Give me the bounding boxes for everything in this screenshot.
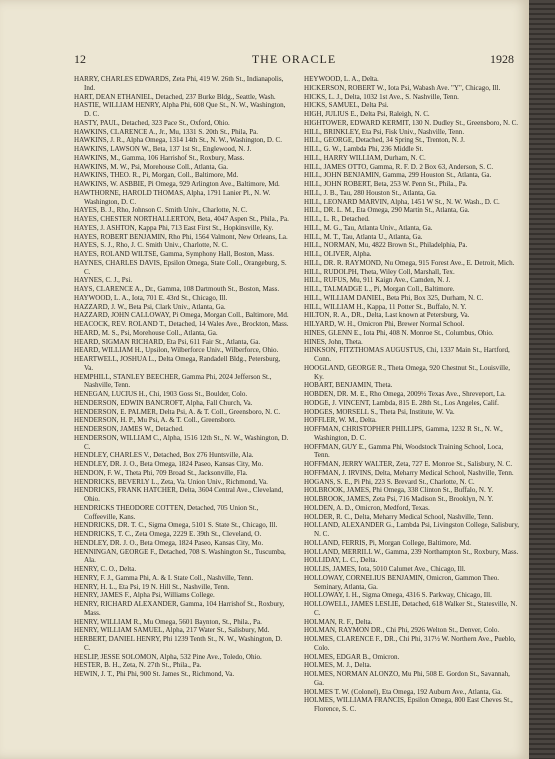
page-header — [74, 52, 514, 66]
directory-entry: HAZZARD, J. W., Beta Psi, Clark Univ., Atlanta, Ga. — [74, 302, 226, 311]
directory-entry: HILL, M. T., Tau, Atlanta U., Atlanta, Ga. — [304, 232, 423, 241]
directory-entry: HENNINGAN, GEORGE F., Detached, 708 S. Washington St., Tuscumba, Ala. — [74, 547, 286, 565]
directory-entry: HOGANS, S. E., Pi Phi, 223 S. Brevard St., Charlotte, N. C. — [304, 477, 475, 486]
directory-entry: HAZZARD, JOHN CALLOWAY, Pi Omega, Morgan Coll., Baltimore, Md. — [74, 311, 289, 320]
directory-entry: HAYNES, C. J., Psi. — [74, 276, 133, 285]
directory-entry: HAYWOOD, L. A., Iota, 701 E. 43rd St., Chicago, Ill. — [74, 293, 228, 302]
directory-entry: HINES, GLENN E., Iota Phi, 408 N. Monroe St., Columbus, Ohio. — [304, 328, 494, 337]
directory-entry: HILL, HARRY WILLIAM, Durham, N. C. — [304, 153, 426, 162]
directory-entry: HENDLEY, DR. J. O., Beta Omega, 1824 Paseo, Kansas City, Mo. — [74, 460, 264, 468]
directory-entry: HARRY, CHARLES EDWARDS, Zeta Phi, 419 W. 26th St., Indianapolis, Ind. — [74, 75, 284, 92]
left-column — [74, 75, 290, 679]
directory-entry: HOOGLAND, GEORGE R., Theta Omega, 920 Chestnut St., Louisville, Ky. — [304, 363, 510, 381]
directory-entry: HOFFMAN, JERRY WALTER, Zeta, 727 E. Monroe St., Salisbury, N. C. — [304, 460, 513, 468]
directory-entry: HESTER, B. H., Zeta, N. 27th St., Phila., Pa. — [74, 661, 202, 670]
directory-entry: HOLDER, R. C., Delta, Meharry Medical School, Nashville, Tenn. — [304, 512, 494, 521]
directory-entry: HICKS, L. J., Delta, 1032 1st Ave., S. Nashville, Tenn. — [304, 92, 459, 101]
directory-entry: HILL, GEORGE, Detached, 34 Spring St., Trenton, N. J. — [304, 136, 465, 145]
directory-entry: HAYES, J. ASHTON, Kappa Phi, 713 East First St., Hopkinsville, Ky. — [74, 223, 274, 232]
directory-entry: HENDERSON, H. P., Mu Psi, A. & T. Coll., Greensboro. — [74, 416, 236, 425]
directory-entry: HOLMES, NORMAN ALONZO, Mu Phi, 508 E. Gordon St., Savannah, Ga. — [304, 670, 510, 687]
directory-entry: HIGH, JULIUS E., Delta Psi, Raleigh, N. C. — [304, 110, 430, 118]
directory-entry: HILL, WILLIAM H., Kappa, 11 Potter St., Buffalo, N. Y. — [304, 302, 467, 311]
directory-entry: HILL, RUFUS, Mu, 911 Kaign Ave., Camden, N. J. — [304, 276, 451, 285]
directory-entry: HENRY, WILLIAM R., Mu Omega, 5601 Baynton, St., Phila., Pa. — [74, 617, 262, 626]
directory-entry: HAWTHORNE, HAROLD THOMAS, Alpha, 1791 Lanier Pl., N. W. Washington, D. C. — [74, 188, 271, 206]
directory-entry: HILYARD, W. H., Omicron Phi, Brewer Normal School. — [304, 320, 465, 328]
directory-entry: HILL, DR. L. M., Eta Omega, 290 Martin St., Atlanta, Ga. — [304, 206, 470, 215]
directory-entry: HENRY, F. J., Gamma Phi, A. & I. State Coll., Nashville, Tenn. — [74, 573, 254, 582]
page-title: THE ORACLE — [251, 52, 337, 66]
directory-entry: HOFFLER, W. M., Delta. — [304, 416, 377, 425]
directory-entry: HART, DEAN ETHANIEL, Detached, 237 Burke Bldg., Seattle, Wash. — [74, 92, 276, 101]
directory-entry: HILL, RUDOLPH, Theta, Wiley Coll, Marshall, Tex. — [304, 267, 455, 276]
directory-entry: HEARTWELL, JOSHUA L., Delta Omega, Randadell Bldg., Petersburg, Va. — [74, 355, 281, 372]
directory-entry: HOLBROOK, JAMES, Phi Omega, 338 Clinton St., Buffalo, N. Y. — [304, 486, 494, 495]
directory-entry: HOLLAND, FERRIS, Pi, Morgan College, Baltimore, Md. — [304, 538, 472, 547]
directory-entry: HILL, JOHN ROBERT, Beta, 253 W. Penn St., Phila., Pa. — [304, 180, 468, 188]
directory-entry: HOLLIS, JAMES, Iota, 5010 Calumet Ave., Chicago, Ill. — [304, 565, 466, 573]
directory-entry: HAWKINS, THEO. R., Pi, Morgan, Coll., Baltimore, Md. — [74, 171, 239, 180]
directory-entry: HEWIN, J. T., Phi Phi, 900 St. James St., Richmond, Va. — [74, 670, 235, 678]
directory-entry: HAYNES, CHARLES DAVIS, Epsilon Omega, State Coll., Orangeburg, S. C. — [74, 258, 287, 276]
directory-entry: HAYES, CHESTER NORTHALLERTON, Beta, 4047 Aspen St., Phila., Pa. — [74, 215, 289, 223]
directory-entry: HOLMES T. W. (Colonel), Eta Omega, 192 Auburn Ave., Atlanta, Ga. — [304, 687, 503, 696]
directory-entry: HILL, G. W., Lambda Phi, 236 Middle St. — [304, 145, 424, 153]
directory-entry: HEACOCK, REV. ROLAND T., Detached, 14 Wales Ave., Brockton, Mass. — [74, 320, 289, 328]
directory-entry: HENDON, F. W., Theta Phi, 709 Broad St., Jacksonville, Fla. — [74, 468, 248, 477]
directory-entry: HOLLOWELL, JAMES LESLIE, Detached, 618 Walker St., Statesville, N. C. — [304, 600, 518, 617]
directory-entry: HOFFMAN, GUY E., Gamma Phi, Woodstock Training School, Loca, Tenn. — [304, 442, 504, 460]
directory-entry: HEYWOOD, L. A., Delta. — [304, 75, 379, 83]
directory-entry: HENDERSON, E. PALMER, Delta Psi, A. & T. Coll., Greensboro, N. C. — [74, 407, 281, 416]
directory-entry: HOLLIDAY, L. C., Delta. — [304, 556, 378, 565]
directory-entry: HENDLEY, DR. J. O., Beta Omega, 1824 Paseo, Kansas City, Mo. — [74, 538, 264, 547]
directory-entry: HENDLEY, CHARLES V., Detached, Box 276 Huntsville, Ala. — [74, 451, 254, 460]
directory-entry: HENDERSON, EDWIN BANCROFT, Alpha, Fall Church, Va. — [74, 398, 253, 407]
directory-entry: HILL, JAMES OTTO, Gamma, R. F. D. 2 Box 63, Anderson, S. C. — [304, 162, 494, 171]
directory-entry: HENDRICKS, FRANK HATCHER, Delta, 3604 Central Ave., Cleveland, Ohio. — [74, 486, 284, 503]
directory-entry: HENDERSON, WILLIAM C., Alpha, 1516 12th St., N. W., Washington, D. C. — [74, 433, 289, 451]
directory-entry: HINES, John, Theta. — [304, 337, 363, 346]
directory-entry: HENRY, RICHARD ALEXANDER, Gamma, 104 Harrishof St., Roxbury, Mass. — [74, 600, 285, 617]
directory-entry: HILL, JOHN BENJAMIN, Gamma, 299 Houston St., Atlanta, Ga. — [304, 171, 492, 180]
directory-entry: HILTON, R. A., DR., Delta, Last known at Petersburg, Va. — [304, 311, 470, 320]
directory-entry: HOLLOWAY, I. H., Sigma Omega, 4316 S. Parkway, Chicago, Ill. — [304, 591, 492, 600]
book-binding — [529, 0, 555, 759]
directory-entry: HAWKINS, M., Gamma, 106 Harrishof St., Roxbury, Mass. — [74, 153, 245, 162]
directory-entry: HAYS, CLARENCE A., Dr., Gamma, 108 Dartmouth St., Boston, Mass. — [74, 285, 280, 293]
directory-entry: HENDRICKS, BEVERLY L., Zeta, Va. Union Univ., Richmond, Va. — [74, 477, 268, 486]
directory-entry: HILL, L. R., Detached. — [304, 215, 370, 223]
directory-entry: HENDRICKS, DR. T. C., Sigma Omega, 5101 S. State St., Chicago, Ill. — [74, 521, 278, 530]
directory-entry: HAYES, S. J., Rho, J. C. Smith Univ., Charlotte, N. C. — [74, 241, 228, 250]
directory-entry: HOLMES, M. J., Delta. — [304, 661, 372, 670]
right-column — [304, 75, 520, 714]
directory-entry: HAWKINS, M. W., Psi, Morehouse Coll., Atlanta, Ga. — [74, 162, 229, 171]
directory-entry: HEMPHILL, STANLEY BEECHER, Gamma Phi, 2024 Jefferson St., Nashville, Tenn. — [74, 372, 272, 390]
directory-entry: HOLLAND, MERRILL W., Gamma, 239 Northampton St., Roxbury, Mass. — [304, 547, 519, 556]
directory-entry: HOBDEN, DR. M. E., Rho Omega, 2009½ Texas Ave., Shreveport, La. — [304, 390, 506, 398]
directory-entry: HICKS, SAMUEL, Delta Psi. — [304, 101, 389, 110]
directory-entry: HENEGAN, LUCIUS H., Chi, 1903 Goss St., Boulder, Colo. — [74, 390, 248, 398]
directory-entry: HEARD, WILLIAM H., Upsilon, Wilberforce Univ., Wilberforce, Ohio. — [74, 346, 279, 355]
directory-entry: HOLMAN, RAYMON DR., Chi Phi, 2926 Welton St., Denver, Colo. — [304, 626, 500, 635]
directory-entry: HAWKINS, W. ASBBIE, Pi Omega, 929 Arlington Ave., Baltimore, Md. — [74, 180, 280, 188]
directory-entry: HILL, LEONARD MARVIN, Alpha, 1451 W St., N. W. Wash., D. C. — [304, 197, 500, 206]
directory-entry: HERBERT, DANIEL HENRY, Phi 1239 Tenth St., N. W., Washington, D. C. — [74, 635, 283, 652]
directory-entry: HASTIE, WILLIAM HENRY, Alpha Phi, 608 Que St., N. W., Washington, D. C. — [74, 101, 286, 118]
directory-entry: HAWKINS, J. R., Alpha Omega, 1314 14th St., N. W., Washington, D. C. — [74, 136, 282, 145]
directory-entry: HENRY, JAMES F., Alpha Psi, Williams College. — [74, 591, 215, 600]
directory-entry: HILL, DR. R. RAYMOND, Nu Omega, 915 Forest Ave., E. Detroit, Mich. — [304, 258, 515, 267]
directory-entry: HAYES, B. J., Rho, Johnson C. Smith Univ., Charlotte, N. C. — [74, 206, 248, 215]
directory-entry: HENRY, H. L., Eta Psi, 19 N. Hill St., Nashville, Tenn. — [74, 582, 230, 591]
page-number: 12 — [74, 52, 86, 66]
directory-entry: HENDERSON, JAMES W., Detached. — [74, 425, 184, 433]
directory-entry: HIGHTOWER, EDWARD KERMIT, 130 N. Dudley St., Greensboro, N. C. — [304, 118, 519, 127]
directory-entry: HILL, J. B., Tau, 280 Houston St., Atlanta, Ga. — [304, 188, 437, 197]
directory-entry: HESLIP, JESSE SOLOMON, Alpha, 532 Pine Ave., Toledo, Ohio. — [74, 652, 262, 661]
directory-entry: HENDRICKS THEODORE COTTEN, Detached, 705 Union St., Coffeeville, Kans. — [74, 503, 259, 521]
directory-entry: HOFFMAN, CHRISTOPHER PHILLIPS, Gamma, 1232 R St., N. W., Washington, D. C. — [304, 425, 503, 442]
directory-entry: HILL, WILLIAM DANIEL, Beta Phi, Box 325, Durham, N. C. — [304, 293, 484, 302]
directory-entry: HOBART, BENJAMIN, Theta. — [304, 381, 393, 390]
directory-entry: HILL, M. G., Tau, Atlanta Univ., Atlanta, Ga. — [304, 223, 433, 232]
directory-entry: HOLMES, EDGAR B., Omicron. — [304, 652, 400, 661]
directory-entry: HOLDEN, A. D., Omicron, Medford, Texas. — [304, 503, 430, 512]
directory-entry: HILL, NORMAN, Mu, 4822 Brown St., Philadelphia, Pa. — [304, 241, 468, 250]
directory-entry: HAWKINS, LAWSON W., Beta, 137 1st St., Englewood, N. J. — [74, 145, 252, 153]
directory-entry: HODGES, MORSELL S., Theta Psi, Institute, W. Va. — [304, 407, 455, 416]
directory-entry: HAWKINS, CLARENCE A., Jr., Mu, 1331 S. 20th St., Phila, Pa. — [74, 127, 259, 136]
directory-entry: HOLBROOK, JAMES, Zeta Psi, 716 Madison St., Brooklyn, N. Y. — [304, 495, 494, 503]
page-year: 1928 — [490, 52, 514, 66]
directory-entry: HILL, TALMADGE L., Pi, Morgan Coll., Baltimore. — [304, 285, 455, 293]
directory-entry: HENRY, WILLIAM SAMUEL, Alpha, 217 Water St., Salisbury, Md. — [74, 626, 270, 635]
directory-entry: HOLMES, CLARENCE F., DR., Chi Phi, 317½ W. Northern Ave., Pueblo, Colo. — [304, 635, 516, 652]
directory-entry: HOLMAN, R. F., Delta. — [304, 617, 373, 626]
directory-entry: HINKSON, FITZTHOMAS AUGUSTUS, Chi, 1337 Main St., Hartford, Conn. — [304, 346, 510, 363]
directory-entry: HOFFMAN, J. IRVINS, Delta, Meharry Medical School, Nashville, Tenn. — [304, 468, 514, 477]
directory-entry: HASTY, PAUL, Detached, 323 Pace St., Oxford, Ohio. — [74, 118, 230, 127]
directory-entry: HEARD, M. S., Psi, Morehouse Coll., Atlanta, Ga. — [74, 328, 218, 337]
directory-entry: HICKERSON, ROBERT W., Iota Psi, Wabash Ave. "Y", Chicago, Ill. — [304, 83, 501, 92]
directory-entry: HENRY, C. O., Delta. — [74, 565, 137, 573]
directory-entry: HILL, OLIVER, Alpha. — [304, 250, 372, 258]
directory-entry: HOLLAND, ALEXANDER G., Lambda Psi, Livingston College, Salisbury, N. C. — [304, 521, 520, 538]
directory-entry: HAYES, ROLAND WILTSE, Gamma, Symphony Hall, Boston, Mass. — [74, 250, 274, 258]
directory-entry: HOLLOWAY, CORNELIUS BENJAMIN, Omicron, Gammon Theo. Seminary, Atlanta, Ga. — [304, 573, 500, 591]
directory-entry: HILL, BRINKLEY, Eta Psi, Fisk Univ., Nashville, Tenn. — [304, 127, 465, 136]
directory-entry: HOLMES, WILLIAMA FRANCIS, Epsilon Omega, 800 East Cheves St., Florence, S. C. — [304, 696, 513, 713]
directory-entry: HEARD, SIGMAN RICHARD, Eta Psi, 611 Fair St., Atlanta, Ga. — [74, 337, 261, 346]
directory-entry: HAYES, ROBERT BENJAMIN, Rho Phi, 1564 Valmont, New Orleans, La. — [74, 232, 288, 241]
directory-entry: HODGE, J. VINCENT, Lambda, 815 E. 28th St., Los Angeles, Calif. — [304, 398, 499, 407]
directory-entry: HENDRICKS, T. C., Zeta Omega, 2229 E. 39th St., Cleveland, O. — [74, 530, 262, 538]
